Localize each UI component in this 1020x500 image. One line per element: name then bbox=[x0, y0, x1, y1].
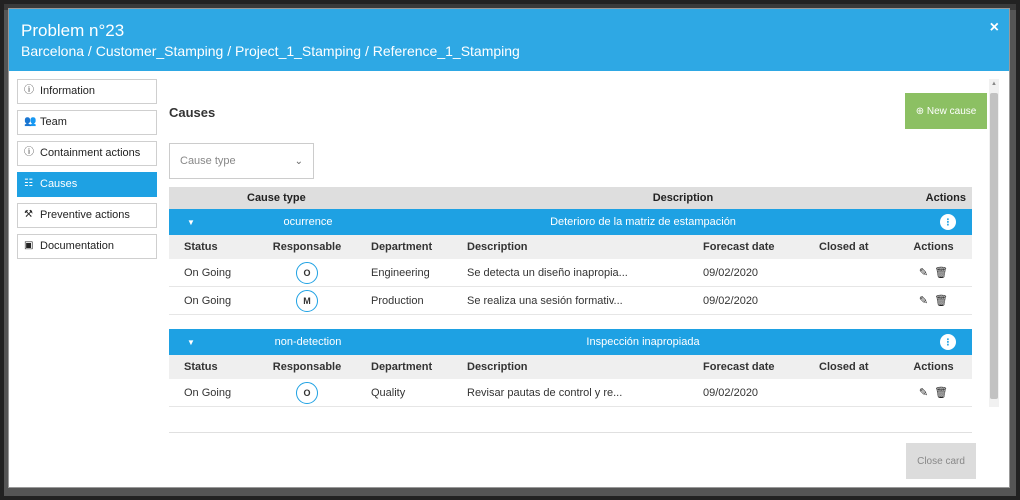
collapse-toggle-icon[interactable]: ▼ bbox=[187, 337, 195, 347]
sidebar-item-label: Documentation bbox=[40, 240, 114, 252]
header-department: Department bbox=[371, 361, 433, 373]
collapse-toggle-icon[interactable]: ▼ bbox=[187, 217, 195, 227]
sidebar-item-preventive-actions[interactable] bbox=[17, 203, 157, 228]
close-card-button[interactable]: Close card bbox=[906, 443, 976, 479]
description-cell: Se realiza una sesión formativ... bbox=[467, 294, 623, 307]
close-icon[interactable]: × bbox=[989, 19, 999, 36]
scroll-up-arrow-icon[interactable]: ▲ bbox=[991, 81, 997, 87]
chevron-down-icon: ⌄ bbox=[294, 155, 303, 167]
header-actions: Actions bbox=[925, 192, 966, 204]
department-cell: Engineering bbox=[371, 266, 430, 279]
group-description: Deterioro de la matriz de estampación bbox=[550, 216, 736, 228]
avatar[interactable]: O bbox=[296, 382, 318, 404]
edit-pencil-icon[interactable]: ✎ bbox=[918, 387, 929, 399]
group-description: Inspección inapropiada bbox=[586, 336, 700, 348]
header-responsable: Responsable bbox=[272, 241, 342, 253]
sidebar-item-label: Team bbox=[40, 116, 67, 128]
header-actions: Actions bbox=[913, 361, 954, 373]
causes-table bbox=[169, 187, 972, 433]
forecast-date-cell: 09/02/2020 bbox=[703, 386, 759, 399]
sidebar-item-causes[interactable] bbox=[17, 172, 157, 197]
wrench-icon: ⚒ bbox=[24, 209, 33, 220]
sidebar-item-team[interactable] bbox=[17, 110, 157, 135]
status-cell: On Going bbox=[184, 266, 232, 279]
avatar[interactable]: M bbox=[296, 290, 318, 312]
department-cell: Quality bbox=[371, 386, 406, 399]
header-department: Department bbox=[371, 241, 433, 253]
hierarchy-icon: ☷ bbox=[24, 178, 33, 189]
header-forecast-date: Forecast date bbox=[703, 361, 775, 373]
section-title: Causes bbox=[169, 105, 216, 120]
status-cell: On Going bbox=[184, 294, 232, 307]
department-cell: Production bbox=[371, 294, 424, 307]
edit-pencil-icon[interactable]: ✎ bbox=[918, 295, 929, 307]
description-cell: Revisar pautas de control y re... bbox=[467, 386, 623, 399]
cause-group-row[interactable] bbox=[169, 209, 972, 235]
new-cause-button[interactable]: ⊕ New cause bbox=[905, 93, 987, 129]
table-header bbox=[169, 187, 972, 209]
sidebar bbox=[17, 79, 157, 265]
modal-header bbox=[9, 9, 1009, 71]
table-row bbox=[169, 287, 972, 315]
header-forecast-date: Forecast date bbox=[703, 241, 775, 253]
table-row bbox=[169, 259, 972, 287]
sub-table-header bbox=[169, 355, 972, 379]
header-closed-at: Closed at bbox=[819, 361, 869, 373]
sidebar-item-documentation[interactable] bbox=[17, 234, 157, 259]
sidebar-item-label: Containment actions bbox=[40, 147, 141, 159]
info-icon: ⓘ bbox=[24, 85, 34, 96]
header-description: Description bbox=[467, 361, 528, 373]
sidebar-item-containment-actions[interactable] bbox=[17, 141, 157, 166]
sidebar-item-label: Causes bbox=[40, 178, 78, 190]
header-cause-type: Cause type bbox=[247, 192, 306, 204]
more-options-icon[interactable]: ⋮ bbox=[940, 214, 956, 230]
header-description: Description bbox=[652, 192, 714, 204]
header-closed-at: Closed at bbox=[819, 241, 869, 253]
edit-pencil-icon[interactable]: ✎ bbox=[918, 267, 929, 279]
forecast-date-cell: 09/02/2020 bbox=[703, 294, 759, 307]
team-icon: 👥 bbox=[24, 116, 37, 127]
trash-icon[interactable]: 🗑 bbox=[934, 295, 949, 307]
breadcrumb: Barcelona / Customer_Stamping / Project_1_Stamping / Reference_1_Stamping bbox=[21, 43, 520, 59]
group-cause-type: non-detection bbox=[274, 336, 342, 348]
table-row bbox=[169, 379, 972, 407]
description-cell: Se detecta un diseño inapropia... bbox=[467, 266, 628, 279]
header-status: Status bbox=[184, 241, 218, 253]
modal-title: Problem n°23 bbox=[21, 21, 125, 40]
more-options-icon[interactable]: ⋮ bbox=[940, 334, 956, 350]
sub-table-header bbox=[169, 235, 972, 259]
sidebar-item-information[interactable] bbox=[17, 79, 157, 104]
trash-icon[interactable]: 🗑 bbox=[934, 387, 949, 399]
sidebar-item-label: Information bbox=[40, 85, 96, 97]
cause-type-select[interactable] bbox=[169, 143, 314, 179]
header-actions: Actions bbox=[913, 241, 954, 253]
info-icon: ⓘ bbox=[24, 147, 34, 158]
forecast-date-cell: 09/02/2020 bbox=[703, 266, 759, 279]
header-description: Description bbox=[467, 241, 528, 253]
header-responsable: Responsable bbox=[272, 361, 342, 373]
status-cell: On Going bbox=[184, 386, 232, 399]
trash-icon[interactable]: 🗑 bbox=[934, 267, 949, 279]
causes-panel bbox=[169, 79, 985, 479]
sidebar-item-label: Preventive actions bbox=[40, 209, 130, 221]
cause-type-placeholder: Cause type bbox=[180, 155, 236, 167]
avatar[interactable]: O bbox=[296, 262, 318, 284]
header-status: Status bbox=[184, 361, 218, 373]
cause-group-row[interactable] bbox=[169, 329, 972, 355]
scrollbar[interactable] bbox=[989, 79, 999, 407]
document-icon: ▣ bbox=[24, 240, 34, 251]
scroll-thumb[interactable] bbox=[990, 93, 998, 399]
problem-modal bbox=[8, 8, 1010, 488]
group-cause-type: ocurrence bbox=[283, 216, 333, 228]
